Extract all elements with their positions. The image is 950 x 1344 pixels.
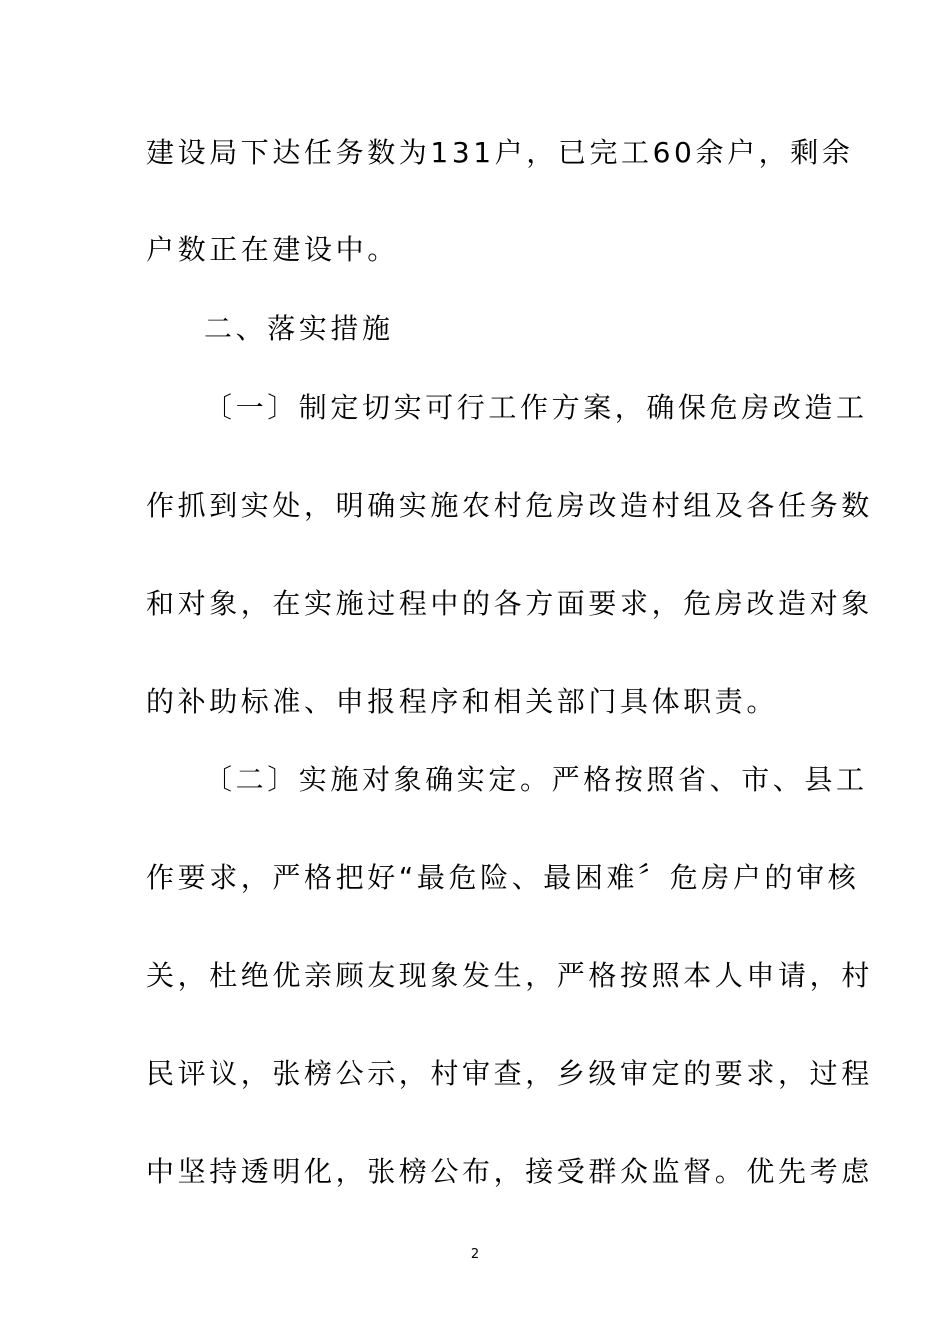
section-heading: 二、落实措施 bbox=[204, 312, 394, 345]
text-line-2: 户数正在建设中。 bbox=[146, 233, 399, 266]
text-line-10: 关，杜绝优亲顾友现象发生，严格按照本人申请，村 bbox=[146, 959, 873, 992]
text-line-11: 民评议，张榜公示，村审查，乡级审定的要求，过程 bbox=[146, 1057, 873, 1090]
text-line-4: 〔一〕制定切实可行工作方案，确保危房改造工 bbox=[204, 391, 868, 424]
text-line-9: 作要求，严格把好“最危险、最困难〞危房户的审核 bbox=[146, 861, 860, 894]
text-line-1: 建设局下达任务数为131户，已完工60余户，剩余 bbox=[146, 136, 854, 169]
text-line-7: 的补助标准、申报程序和相关部门具体职责。 bbox=[146, 685, 779, 718]
text-line-6: 和对象，在实施过程中的各方面要求，危房改造对象 bbox=[146, 587, 873, 620]
text-line-5: 作抓到实处，明确实施农村危房改造村组及各任务数 bbox=[146, 489, 873, 522]
text-line-8: 〔二〕实施对象确实定。严格按照省、市、县工 bbox=[204, 763, 868, 796]
text-line-12: 中坚持透明化，张榜公布，接受群众监督。优先考虑 bbox=[146, 1155, 873, 1188]
page-number: 2 bbox=[470, 1247, 480, 1262]
